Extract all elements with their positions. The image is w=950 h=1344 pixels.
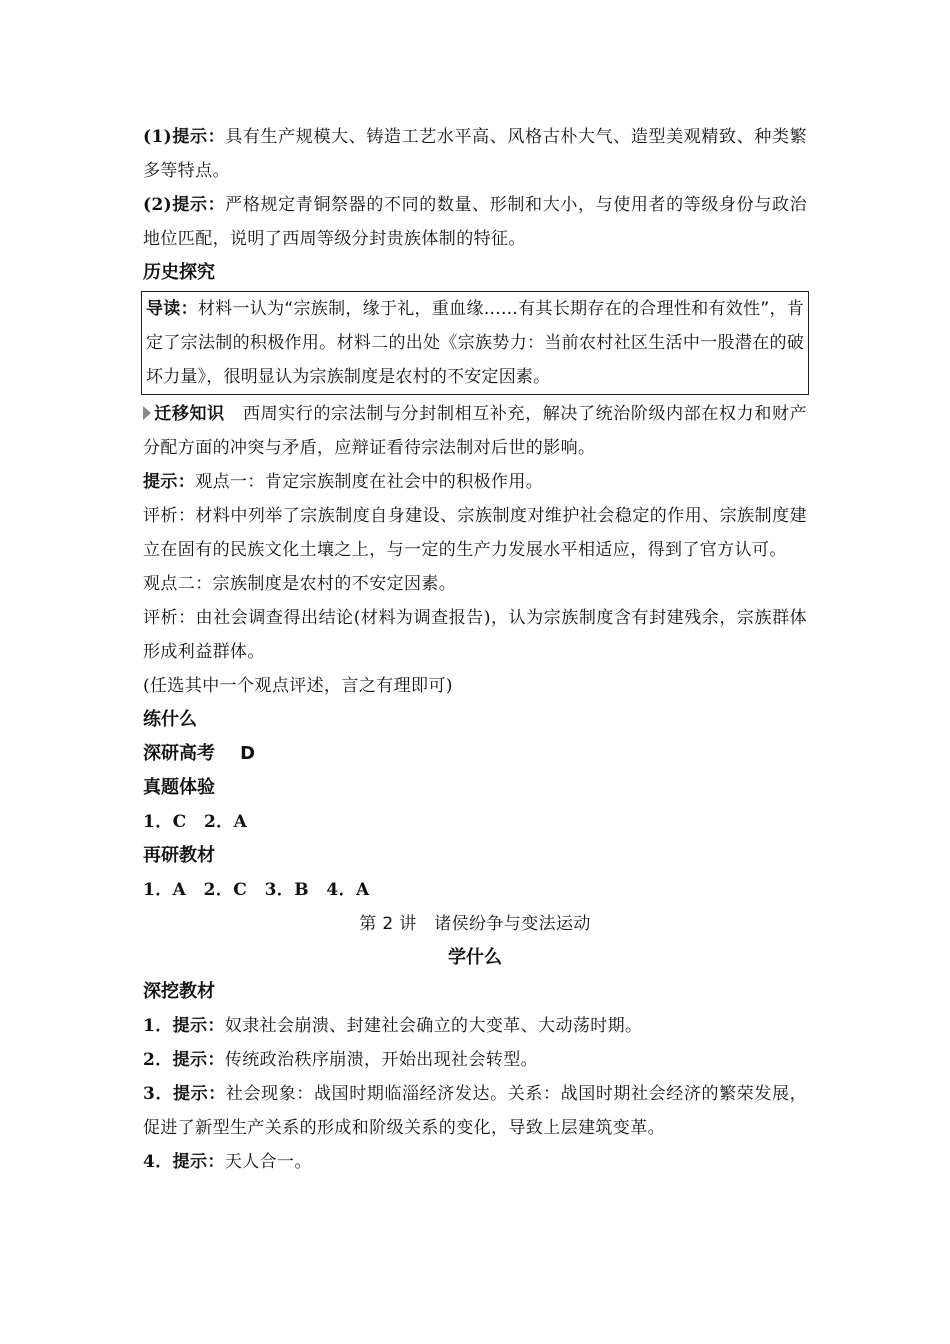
guide-text: 材料一认为“宗族制，缘于礼，重血缘……有其长期存在的合理性和有效性”，肯定了宗法制的积极作用。材料二的出处《宗族势力：当前农村社区生活中一股潜在的破坏力量》，很明显认为宗族制度是农村的不安定因素。 xyxy=(146,299,804,387)
analysis-1: 评析：材料中列举了宗族制度自身建设、宗族制度对维护社会稳定的作用、宗族制度建立在固有的民族文化土壤之上，与一定的生产力发展水平相适应，得到了官方认可。 xyxy=(143,506,807,560)
transfer-text: 西周实行的宗法制与分封制相互补充，解决了统治阶级内部在权力和财产分配方面的冲突与矛盾，应辩证看待宗法制对后世的影响。 xyxy=(143,404,807,458)
item-text: 奴隶社会崩溃、封建社会确立的大变革、大动荡时期。 xyxy=(224,1016,643,1036)
hint-text: 观点一：肯定宗族制度在社会中的积极作用。 xyxy=(195,472,544,492)
gaokao-line xyxy=(143,737,807,771)
section-heading-learn: 学什么 xyxy=(448,947,502,968)
hint-label: 提示： xyxy=(143,472,196,492)
hint-text: 严格规定青铜祭器的不同的数量、形制和大小，与使用者的等级身份与政治地位匹配，说明了西周等级分封贵族体制的特征。 xyxy=(143,195,807,249)
section-heading-real: 真题体验 xyxy=(143,777,215,798)
hint-label: (1)提示： xyxy=(143,127,226,147)
textbook-answers: 1．A 2．C 3．B 4．A xyxy=(143,880,370,900)
section-heading-dig: 深挖教材 xyxy=(143,981,215,1002)
hint-paragraph-1 xyxy=(143,120,807,188)
guide-label: 导读： xyxy=(146,299,198,319)
section-heading-explore: 历史探究 xyxy=(143,262,215,283)
gaokao-answer: D xyxy=(240,743,256,764)
lesson-title: 第 2 讲 诸侯纷争与变法运动 xyxy=(359,914,591,934)
item-text: 传统政治秩序崩溃，开始出现社会转型。 xyxy=(224,1050,539,1070)
hint-label: (2)提示： xyxy=(143,195,226,215)
viewpoint-1 xyxy=(143,465,807,499)
transfer-paragraph xyxy=(143,397,807,465)
item-label: 1．提示： xyxy=(143,1016,225,1036)
item-label: 2．提示： xyxy=(143,1050,225,1070)
analysis-2: 评析：由社会调查得出结论(材料为调查报告)，认为宗族制度含有封建残余，宗族群体形成利益群体。 xyxy=(143,608,807,662)
list-item xyxy=(143,1043,807,1077)
triangle-marker-icon xyxy=(143,406,151,420)
list-item xyxy=(143,1145,807,1179)
guide-paragraph xyxy=(146,292,804,394)
item-text: 社会现象：战国时期临淄经济发达。关系：战国时期社会经济的繁荣发展，促进了新型生产关系的形成和阶级关系的变化，导致上层建筑变革。 xyxy=(143,1084,807,1138)
section-heading-textbook: 再研教材 xyxy=(143,845,215,866)
document-page xyxy=(143,120,807,1179)
viewpoint-2: 观点二：宗族制度是农村的不安定因素。 xyxy=(143,574,457,594)
transfer-label: 迁移知识 xyxy=(154,404,225,424)
list-item xyxy=(143,1077,807,1145)
section-heading-practice: 练什么 xyxy=(143,709,197,730)
list-item xyxy=(143,1009,807,1043)
hint-paragraph-2 xyxy=(143,188,807,256)
real-answers: 1．C 2．A xyxy=(143,812,248,832)
item-label: 3．提示： xyxy=(143,1084,226,1104)
guide-box xyxy=(141,291,809,395)
gaokao-label: 深研高考 xyxy=(143,743,215,764)
item-text: 天人合一。 xyxy=(224,1152,312,1172)
item-label: 4．提示： xyxy=(143,1152,225,1172)
note: (任选其中一个观点评述，言之有理即可) xyxy=(143,676,453,696)
hint-text: 具有生产规模大、铸造工艺水平高、风格古朴大气、造型美观精致、种类繁多等特点。 xyxy=(143,127,807,181)
